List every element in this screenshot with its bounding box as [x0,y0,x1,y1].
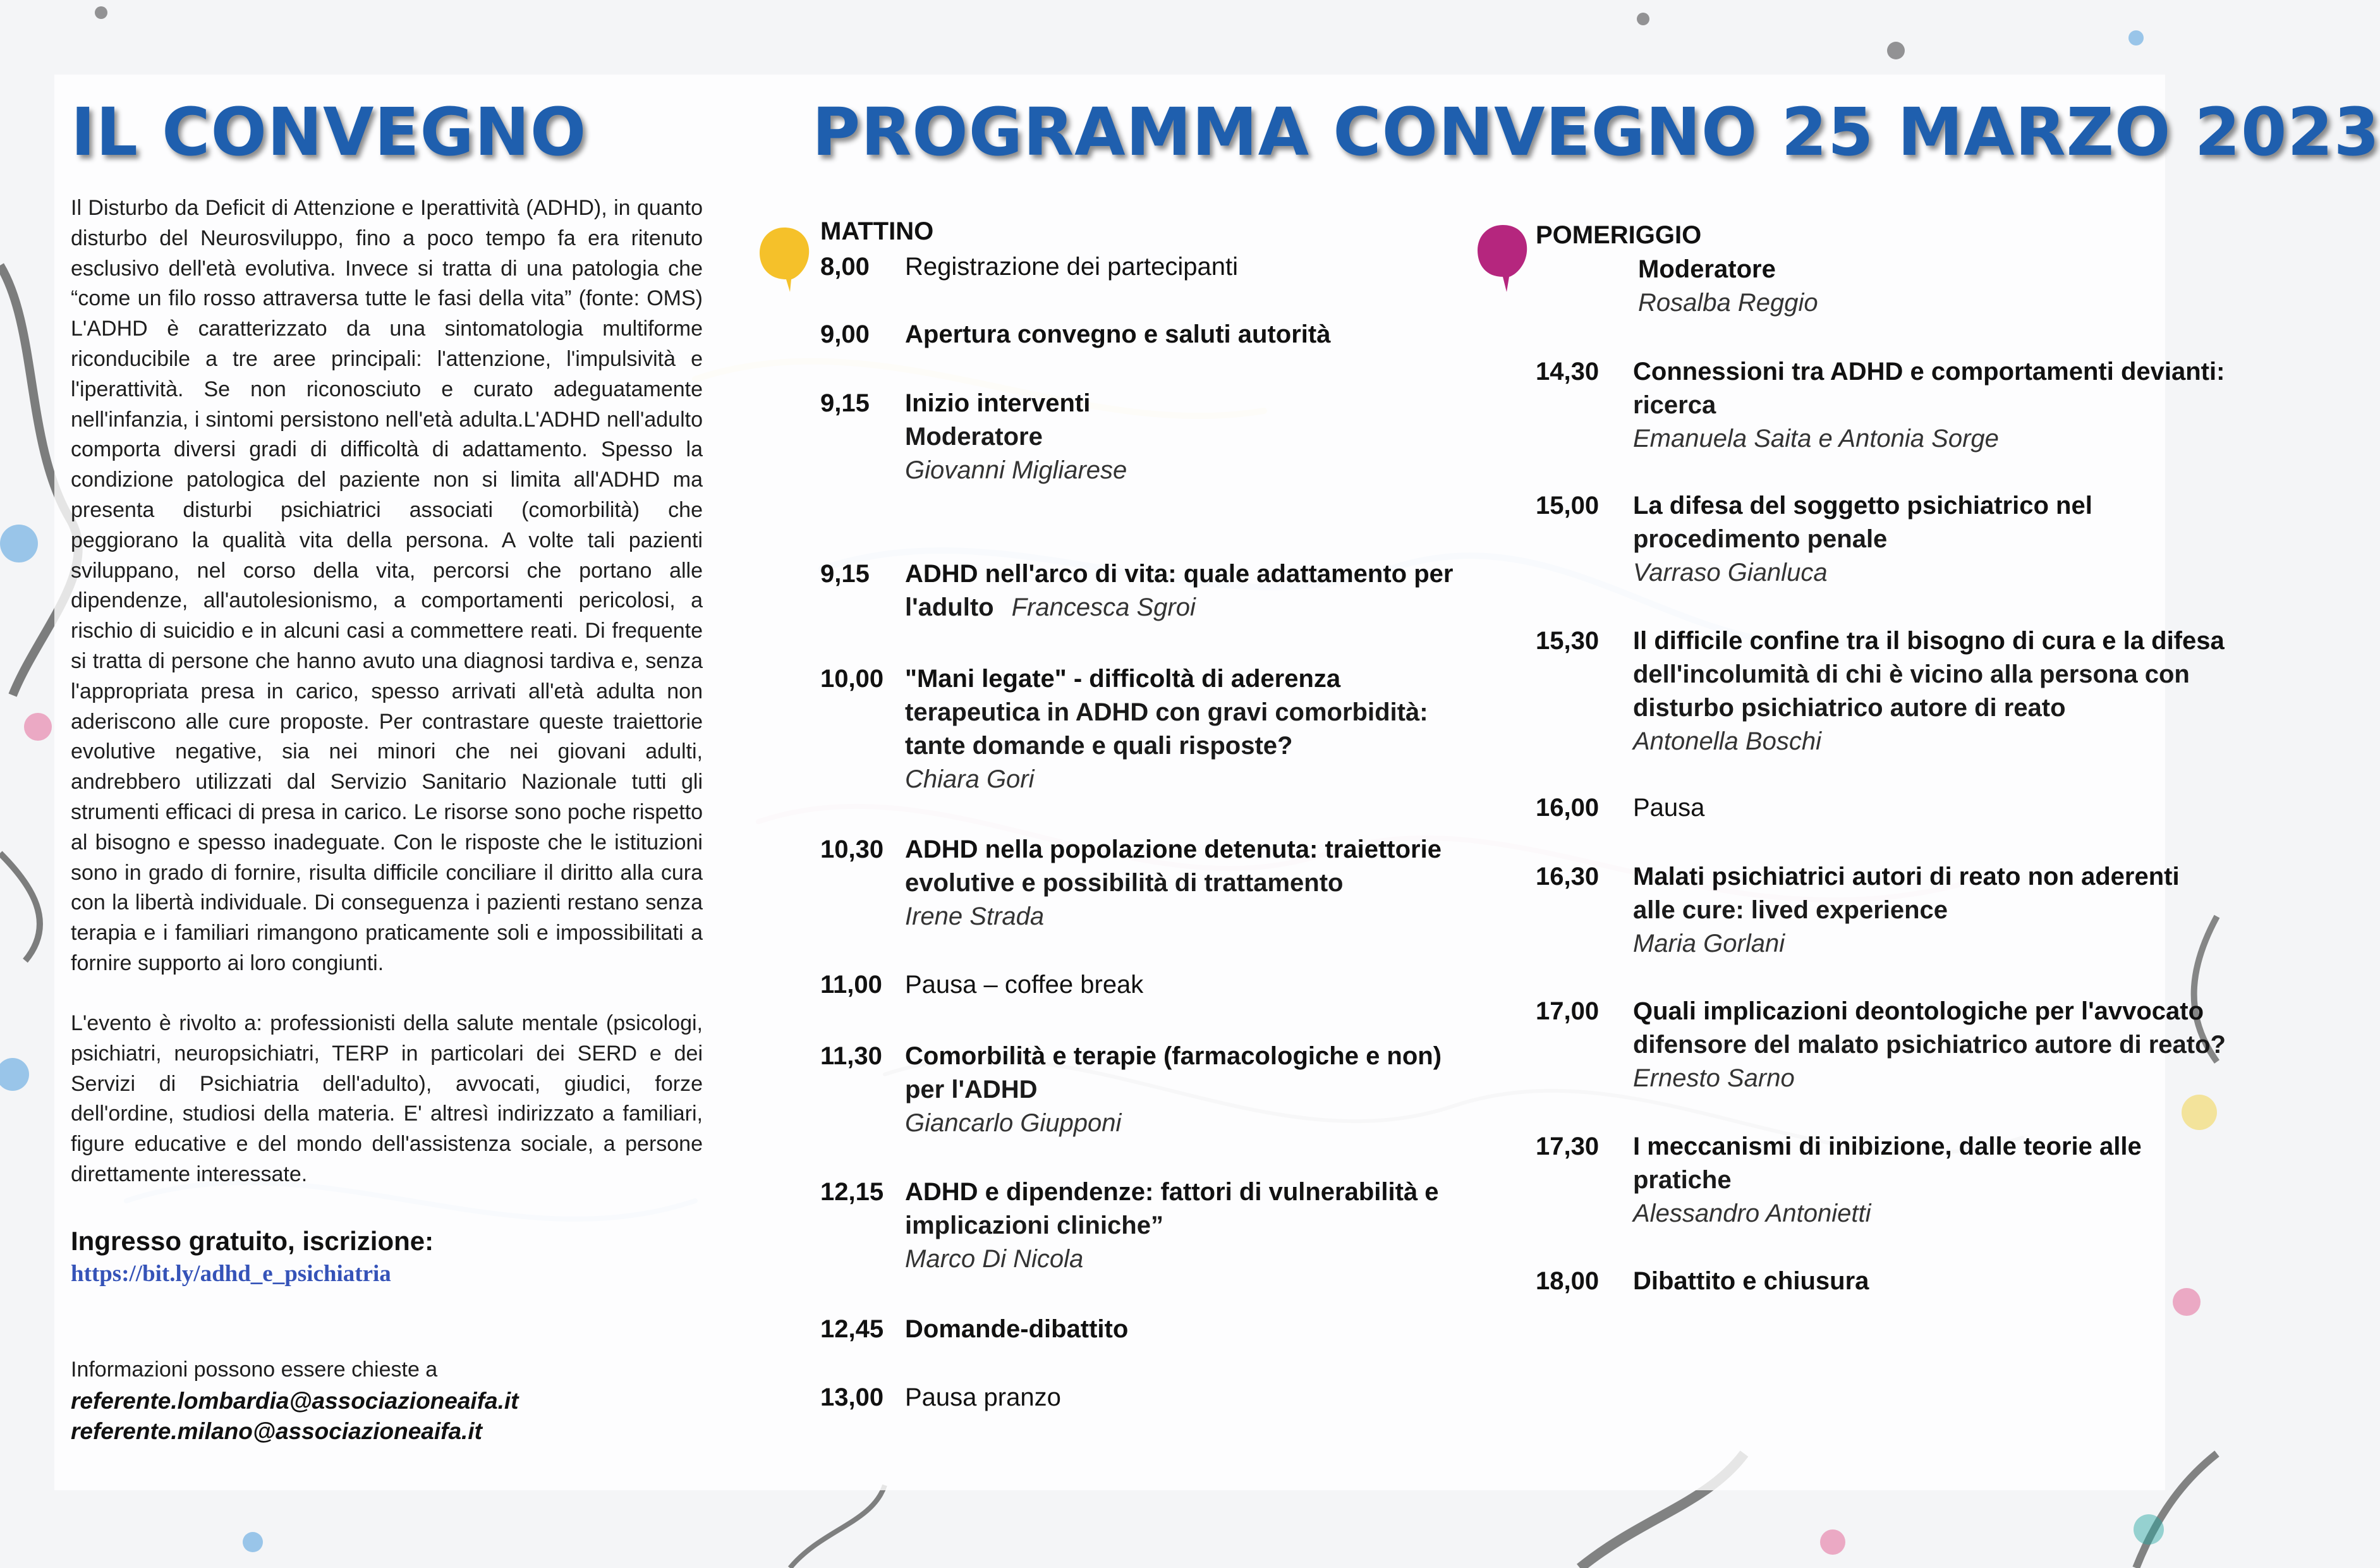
intro-line: e in alcuni casi a commettere reati. Di frequente si tratta di persone [71,619,703,673]
session-title-text: disturbo psichiatrico autore di reato [1633,694,2066,722]
session-title: I meccanismi di inibizione, dalle teorie alle [1633,1133,2142,1160]
session-title: Registrazione dei partecipanti [905,253,1238,281]
session-title: Apertura convegno e saluti autorità [905,320,1331,348]
session-title-text: difensore del malato psichiatrico autore di reato? [1633,1031,2226,1059]
session-title: Pausa pranzo [905,1383,1061,1411]
speaker-name: Giovanni Migliarese [905,456,1127,484]
session-title-line [1633,658,2190,691]
time-label: 15,30 [1536,627,1600,655]
intro-line: conciliare il diritto alla cura con la libertà individuale. Di [71,860,703,915]
time-label: 10,30 [820,836,884,863]
session-title-line [1633,1028,2226,1062]
speaker-name: Irene Strada [905,903,1045,930]
session-title-line [1633,894,1948,927]
session-title-line [1633,389,1716,422]
moderator-name: Rosalba Reggio [1638,289,1818,317]
audience-paragraph [71,1009,703,1190]
intro-line: all'autolesionismo, a comportamenti pericolosi, a rischio di suicidio [71,588,703,643]
intro-line: Il Disturbo da Deficit di Attenzione e Iperattività (ADHD), in quanto [71,196,703,220]
time-label: 9,00 [820,320,870,348]
speaker-name: Marco Di Nicola [905,1245,1084,1273]
session-title-line [905,696,1428,729]
intro-line: presenta disturbi psichiatrici associati (comorbilità) che peggiorano [71,497,703,552]
session-title-line [1633,691,2066,725]
session-title: Dibattito e chiusura [1633,1267,1869,1295]
intro-line: esclusivo dell'età evolutiva. Invece si tratta di una patologia che [71,256,703,281]
session-title-text: alle cure: lived experience [1633,896,1948,924]
time-label: 9,15 [820,560,870,588]
session-title: La difesa del soggetto psichiatrico nel [1633,492,2092,520]
speaker-name: Francesca Sgroi [1011,593,1196,621]
session-title-text: pratiche [1633,1166,1732,1194]
mattino-paint-dot-icon [756,224,813,293]
speaker-name: Maria Gorlani [1633,930,1785,957]
time-label: 14,30 [1536,358,1600,386]
intro-line: L'ADHD è caratterizzato da una sintomatologia multiforme [71,317,703,341]
email-milano[interactable]: referente.milano@associazioneaifa.it [71,1418,482,1444]
session-title: Il difficile confine tra il bisogno di cura e la difesa [1633,627,2225,655]
intro-line: psichiatri, neuropsichiatri, TERP in particolari dei SERD e dei Servizi [71,1041,703,1096]
speaker-name: Antonella Boschi [1633,727,1821,755]
session-title: Comorbilità e terapie (farmacologiche e non) [905,1042,1442,1070]
time-label: 18,00 [1536,1267,1600,1295]
speaker-name: Alessandro Antonietti [1633,1200,1871,1227]
session-title-text: Moderatore [905,423,1043,451]
time-label: 12,45 [820,1315,884,1343]
intro-line: risorse sono poche rispetto al bisogno e spesso inadeguate. Con le [71,799,703,854]
session-title-line [905,591,1196,624]
intro-line: rimangono praticamente soli e impossibilitati a fornire supporto ai [71,921,703,975]
session-title: "Mani legate" - difficoltà di aderenza [905,665,1341,693]
session-title: Connessioni tra ADHD e comportamenti devianti: [1633,358,2225,386]
intro-line: loro congiunti. [250,951,384,975]
intro-line: nei minori che nei giovani adulti, andrebbero utilizzati dal Servizio [71,739,703,794]
speaker-name: Ernesto Sarno [1633,1064,1795,1092]
session-title-text: evolutive e possibilità di trattamento [905,869,1344,897]
speaker-name: Giancarlo Giupponi [905,1109,1122,1137]
pomeriggio-label: POMERIGGIO [1536,221,1702,249]
intro-line: conseguenza i pazienti restano senza terapia e i familiari [71,890,703,945]
session-title-line [905,729,1292,763]
intro-line: l'iperattività. Se non riconosciuto e curato adeguatamente [71,377,703,401]
intro-line: “come un filo rosso attraversa tutte le fasi della vita” (fonte: OMS) [71,286,703,311]
intro-line: risposte che le istituzioni sono in grado di fornire, risulta difficile [71,830,703,885]
time-label: 12,15 [820,1178,884,1206]
intro-line: Sanitario Nazionale tutti gli strumenti efficaci di presa in carico. Le [71,770,703,824]
session-title-line [905,866,1343,900]
intro-line: la qualità vita della persona. A volte tali pazienti sviluppano, nel [71,528,703,583]
time-label: 13,00 [820,1383,884,1411]
session-title-text: procedimento penale [1633,525,1888,553]
time-label: 17,30 [1536,1133,1600,1160]
session-title-text: l'adulto [905,593,994,621]
mattino-label: MATTINO [820,217,934,245]
session-title-text: dell'incolumità di chi è vicino alla persona con [1633,660,2190,688]
email-lombardia[interactable]: referente.lombardia@associazioneaifa.it [71,1388,519,1414]
speaker-name: Chiara Gori [905,765,1035,793]
speaker-name: Varraso Gianluca [1633,559,1828,586]
intro-line: proposte. Per contrastare queste traiettorie evolutive negative, sia [71,709,703,764]
session-title: ADHD nell'arco di vita: quale adattamento per [905,560,1454,588]
session-title-text: implicazioni cliniche” [905,1212,1163,1239]
time-label: 11,30 [820,1042,882,1070]
time-label: 16,00 [1536,794,1600,822]
intro-line: direttamente interessate. [71,1162,308,1186]
convegno-heading: IL CONVEGNO [71,94,587,171]
intro-paragraph [71,193,703,979]
time-label: 10,00 [820,665,884,693]
intro-line: di Psichiatria dell'adulto), avvocati, giudici, forze dell'ordine, [71,1071,703,1126]
speaker-name: Emanuela Saita e Antonia Sorge [1633,425,1999,453]
session-title: Pausa – coffee break [905,971,1144,999]
intro-line: studiosi della materia. E' altresì indirizzato a familiari, figure [71,1102,703,1157]
registration-link[interactable]: https://bit.ly/adhd_e_psichiatria [71,1261,391,1287]
intro-line: condizione patologica del paziente non si limita all'ADHD ma [71,468,703,492]
intro-line: che hanno avuto una diagnosi tardiva e, senza l'appropriata presa [71,648,703,703]
session-title-line [905,420,1043,454]
intro-line: L'evento è rivolto a: professionisti della salute mentale (psicologi, [71,1011,703,1035]
session-title: Pausa [1633,794,1705,822]
time-label: 11,00 [820,971,882,999]
intro-line: riconducibile a tre aree principali: l'attenzione, l'impulsività e [71,346,703,371]
intro-line: corso della vita, percorsi che portano alle dipendenze, [71,558,703,613]
intro-line: in carico, spesso arrivati all'età adulta non aderiscono alle cure [71,679,703,734]
session-title: Quali implicazioni deontologiche per l'avvocato [1633,997,2204,1025]
session-title-line [905,1073,1038,1107]
info-label: Informazioni possono essere chieste a [71,1358,438,1382]
session-title: Domande-dibattito [905,1315,1129,1343]
session-title: ADHD nella popolazione detenuta: traiettorie [905,836,1442,863]
session-title-text: terapeutica in ADHD con gravi comorbidità: [905,698,1428,726]
time-label: 9,15 [820,389,870,417]
session-title-text: tante domande e quali risposte? [905,732,1293,760]
time-label: 15,00 [1536,492,1600,520]
programma-heading: PROGRAMMA CONVEGNO 25 MARZO 2023 [812,94,2380,171]
intro-line: educative e del mondo dell'assistenza sociale, a persone [134,1132,703,1157]
moderator-label: Moderatore [1638,255,1776,283]
intro-line: disturbo del Neurosviluppo, fino a poco tempo fa era ritenuto [71,226,703,250]
session-title-text: per l'ADHD [905,1076,1038,1103]
session-title: Inizio interventi [905,389,1091,417]
ingresso-label: Ingresso gratuito, iscrizione: [71,1226,434,1256]
time-label: 8,00 [820,253,870,281]
session-title: ADHD e dipendenze: fattori di vulnerabilità e [905,1178,1439,1206]
session-title-line [905,1209,1163,1243]
intro-line: comporta diversi gradi di difficoltà di adattamento. Spesso la [71,437,703,462]
session-title-text: ricerca [1633,391,1716,419]
session-title-line [1633,523,1887,556]
session-title-line [1633,1164,1732,1197]
intro-line: nell'infanzia, i sintomi persistono nell'età adulta.L'ADHD nell'adulto [71,407,703,432]
time-label: 17,00 [1536,997,1600,1025]
session-title: Malati psichiatrici autori di reato non aderenti [1633,863,2180,890]
time-label: 16,30 [1536,863,1600,890]
pomeriggio-paint-dot-icon [1474,221,1531,295]
